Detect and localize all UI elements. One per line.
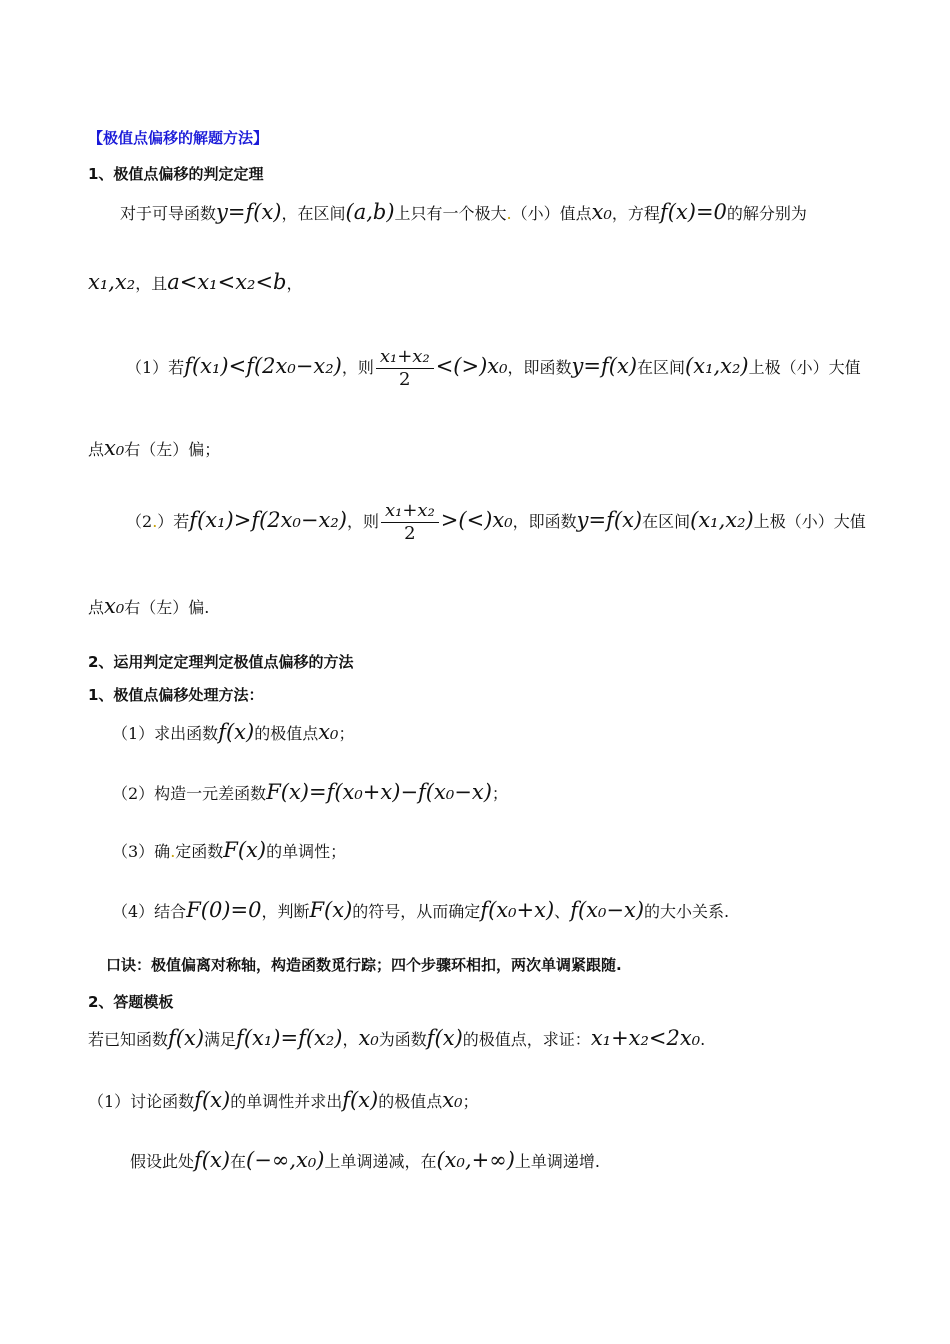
- case-1-line-1: （1）若f(x₁)<f(2x₀−x₂)，则 $\frac{\text{x₁+x₂}}{2}$ <(>)x₀，即函数y=f(x)在区间(x₁,x₂)上极（小）大值: [126, 346, 861, 390]
- section-2-heading: 2、运用判定定理判定极值点偏移的方法: [88, 653, 354, 671]
- step-2: （2）构造一元差函数F(x)=f(x₀+x)−f(x₀−x)；: [112, 780, 508, 804]
- step-4: （4）结合F(0)=0，判断F(x)的符号，从而确定f(x₀+x)、f(x₀−x)的大小关系.: [112, 898, 730, 922]
- interval-expr: (a,b): [345, 200, 395, 224]
- page-title: 【极值点偏移的解题方法】: [88, 129, 269, 147]
- section-1-heading: 1、极值点偏移的判定定理: [88, 165, 264, 183]
- midpoint-fraction: $\frac{\text{x₁+x₂}}{2}$: [376, 346, 434, 391]
- case-2-condition: f(x₁)>f(2x₀−x₂): [189, 508, 347, 532]
- case-2-relation: >(<)x₀: [440, 508, 513, 532]
- extremum-point: x₀: [591, 200, 612, 224]
- subsection-1-heading: 1、极值点偏移处理方法：: [88, 686, 264, 704]
- roots-expr: x₁,x₂: [88, 270, 136, 294]
- mnemonic: 口诀：极值偏离对称轴，构造函数觅行踪；四个步骤环相扣，两次单调紧跟随.: [106, 956, 622, 974]
- theorem-paragraph-line-1: 对于可导函数y=f(x)，在区间(a,b)上只有一个极大.（小）值点x₀，方程f(x)=0的解分别为: [120, 200, 807, 224]
- order-inequality: a<x₁<x₂<b: [167, 270, 287, 294]
- case-2-line-2: 点x₀右（左）偏.: [88, 594, 210, 618]
- midpoint-fraction: $\frac{\text{x₁+x₂}}{2}$: [381, 500, 439, 545]
- template-step-1-assumption: 假设此处f(x)在(−∞,x₀)上单调递减，在(x₀,+∞)上单调递增.: [130, 1148, 600, 1172]
- case-2-line-1: （2.）若f(x₁)>f(2x₀−x₂)，则 $\frac{\text{x₁+x₂}}{2}$ >(<)x₀，即函数y=f(x)在区间(x₁,x₂)上极（小）大值: [126, 500, 866, 544]
- template-step-1: （1）讨论函数f(x)的单调性并求出f(x)的极值点x₀；: [88, 1088, 479, 1112]
- step-1: （1）求出函数f(x)的极值点x₀；: [112, 720, 355, 744]
- case-1-relation: <(>)x₀: [435, 354, 508, 378]
- step-3: （3）确.定函数F(x)的单调性；: [112, 838, 347, 862]
- template-problem: 若已知函数f(x)满足f(x₁)=f(x₂)，x₀为函数f(x)的极值点，求证：x₁+x₂<2x₀.: [88, 1026, 706, 1050]
- case-1-line-2: 点x₀右（左）偏；: [88, 436, 221, 460]
- equation-expr: f(x)=0: [659, 200, 727, 224]
- theorem-paragraph-line-2: x₁,x₂，且a<x₁<x₂<b，: [88, 270, 303, 294]
- function-expr: y=f(x): [216, 200, 282, 224]
- subsection-2-heading: 2、答题模板: [88, 993, 174, 1011]
- case-1-condition: f(x₁)<f(2x₀−x₂): [184, 354, 342, 378]
